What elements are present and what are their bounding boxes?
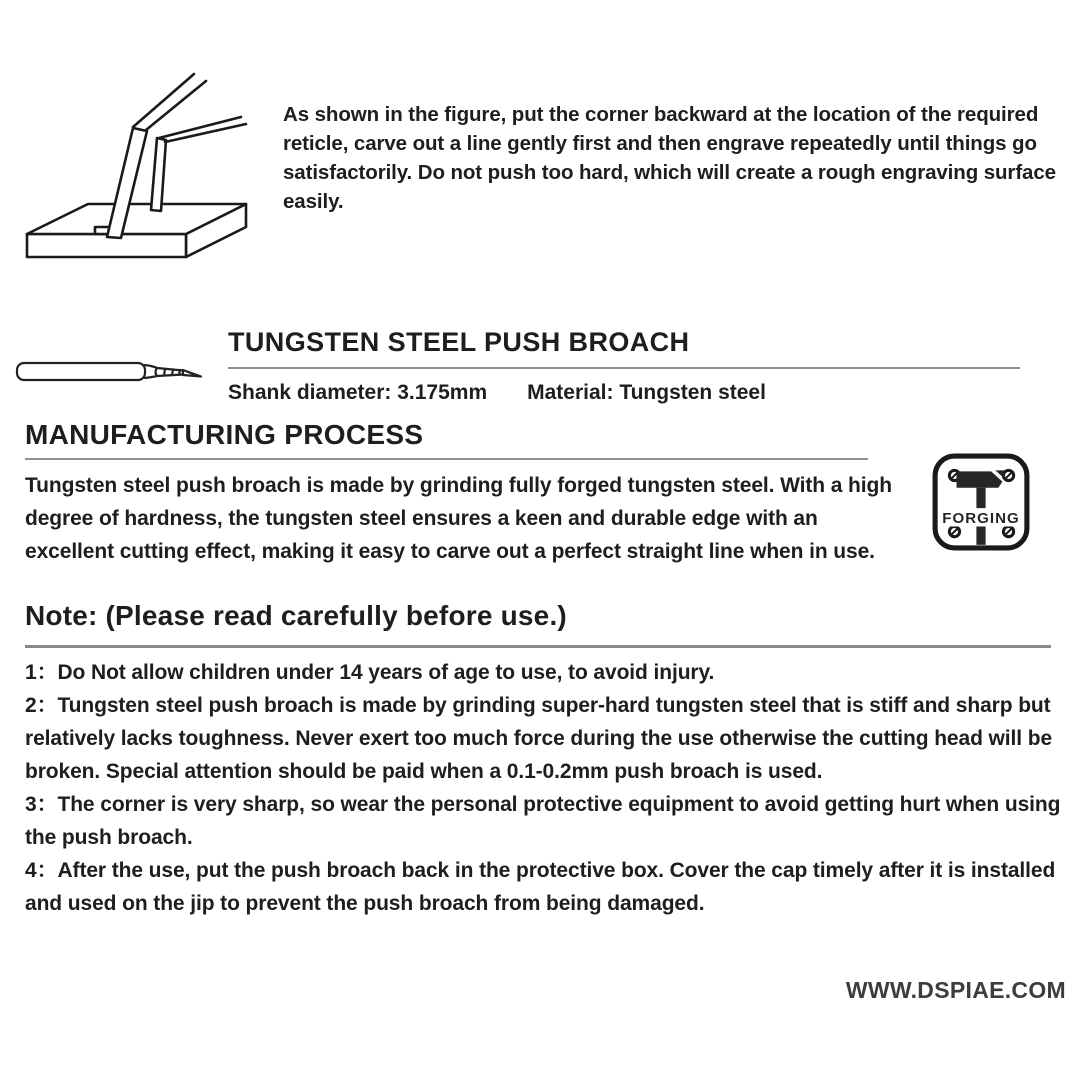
note-list bbox=[25, 656, 1062, 920]
engraving-technique-illustration bbox=[15, 68, 250, 263]
manufacturing-process-heading: MANUFACTURING PROCESS bbox=[25, 419, 424, 450]
product-specs bbox=[228, 381, 1020, 405]
shank-diameter-spec: Shank diameter: 3.175mm bbox=[228, 381, 488, 404]
manufacturing-process-text: Tungsten steel push broach is made by grinding fully forged tungsten steel. With a high degree of hardness, the tungsten steel ensures a keen and durable edge with an excellent cutting effect, making it easy to carve out a perfect straight line when in use. bbox=[25, 474, 892, 563]
forging-badge-label: FORGING bbox=[942, 510, 1020, 527]
product-header bbox=[228, 326, 1020, 405]
product-title: TUNGSTEN STEEL PUSH BROACH bbox=[228, 327, 690, 357]
forging-badge-icon bbox=[930, 451, 1032, 553]
note-heading: Note: (Please read carefully before use.) bbox=[25, 600, 567, 631]
usage-instructions-text: As shown in the figure, put the corner backward at the location of the required reticle, carve out a line gently first and then engrave repeatedly until things go satisfactorily. Do not push too hard, which will create a rough engraving surface easily. bbox=[283, 103, 1056, 213]
note-item-3: 3：The corner is very sharp, so wear the personal protective equipment to avoid getting hurt when using the push broach. bbox=[25, 793, 1061, 849]
note-item-2: 2：Tungsten steel push broach is made by grinding super-hard tungsten steel that is stiff and sharp but relatively lacks toughness. Never exert too much force during the use otherwise the cutting head will be broken. Special attention should be paid when a 0.1-0.2mm push broach is used. bbox=[25, 694, 1053, 783]
note-item-4: 4：After the use, put the push broach back in the protective box. Cover the cap timely after it is installed and used on the jip to prevent the push broach from being damaged. bbox=[25, 859, 1056, 915]
manufacturing-divider bbox=[25, 458, 868, 460]
note-item-1: 1：Do Not allow children under 14 years of age to use, to avoid injury. bbox=[25, 661, 715, 684]
note-divider bbox=[25, 645, 1051, 648]
push-broach-drawing bbox=[10, 346, 210, 401]
title-divider bbox=[228, 367, 1020, 369]
material-spec: Material: Tungsten steel bbox=[527, 381, 766, 404]
website-url: WWW.DSPIAE.COM bbox=[845, 977, 1066, 1003]
